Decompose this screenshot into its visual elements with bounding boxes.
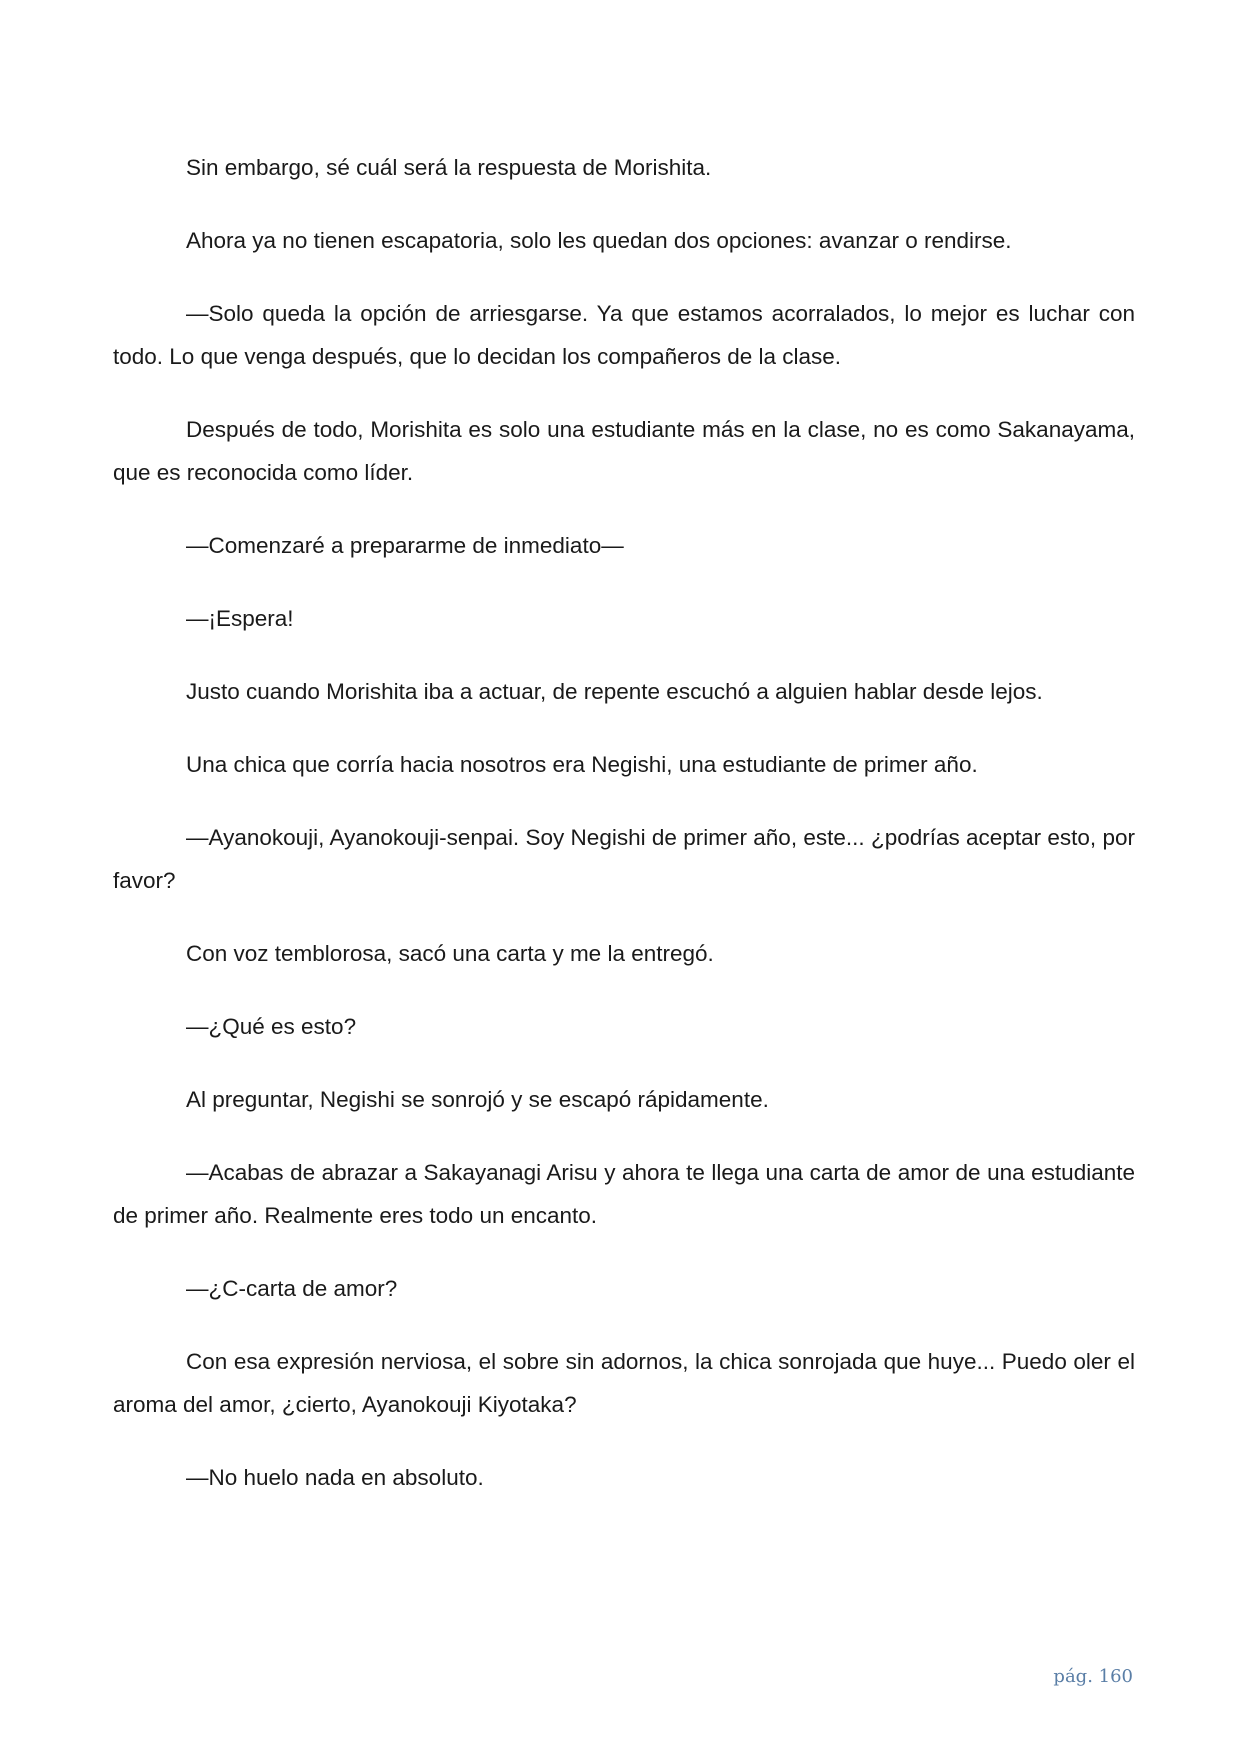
paragraph: —Comenzaré a prepararme de inmediato— <box>186 533 624 558</box>
paragraph: —Ayanokouji, Ayanokouji-senpai. Soy Negishi de primer año, este... ¿podrías aceptar esto, por favor? <box>113 825 1135 893</box>
paragraph: Con esa expresión nerviosa, el sobre sin adornos, la chica sonrojada que huye... Puedo oler el aroma del amor, ¿cierto, Ayanokouji Kiyotaka? <box>113 1349 1135 1417</box>
paragraph: Con voz temblorosa, sacó una carta y me la entregó. <box>186 941 714 966</box>
paragraph: —Solo queda la opción de arriesgarse. Ya que estamos acorralados, lo mejor es luchar con todo. Lo que venga después, que lo decidan los compañeros de la clase. <box>113 301 1135 369</box>
paragraph: —¡Espera! <box>186 606 294 631</box>
paragraph: Después de todo, Morishita es solo una estudiante más en la clase, no es como Sakanayama, que es reconocida como líder. <box>113 417 1135 485</box>
paragraph: Ahora ya no tienen escapatoria, solo les quedan dos opciones: avanzar o rendirse. <box>186 228 1012 253</box>
paragraph: Al preguntar, Negishi se sonrojó y se escapó rápidamente. <box>186 1087 769 1112</box>
paragraph: —No huelo nada en absoluto. <box>186 1465 484 1490</box>
page-number: pág. 160 <box>1053 1666 1133 1687</box>
paragraph: Sin embargo, sé cuál será la respuesta de Morishita. <box>186 155 712 180</box>
paragraph: —¿Qué es esto? <box>186 1014 357 1039</box>
paragraph: —¿C-carta de amor? <box>186 1276 398 1301</box>
paragraph: Una chica que corría hacia nosotros era Negishi, una estudiante de primer año. <box>186 752 978 777</box>
paragraph: Justo cuando Morishita iba a actuar, de repente escuchó a alguien hablar desde lejos. <box>186 679 1043 704</box>
paragraph: —Acabas de abrazar a Sakayanagi Arisu y ahora te llega una carta de amor de una estudiante de primer año. Realmente eres todo un encanto. <box>113 1160 1135 1228</box>
body-text <box>113 146 1135 1529</box>
